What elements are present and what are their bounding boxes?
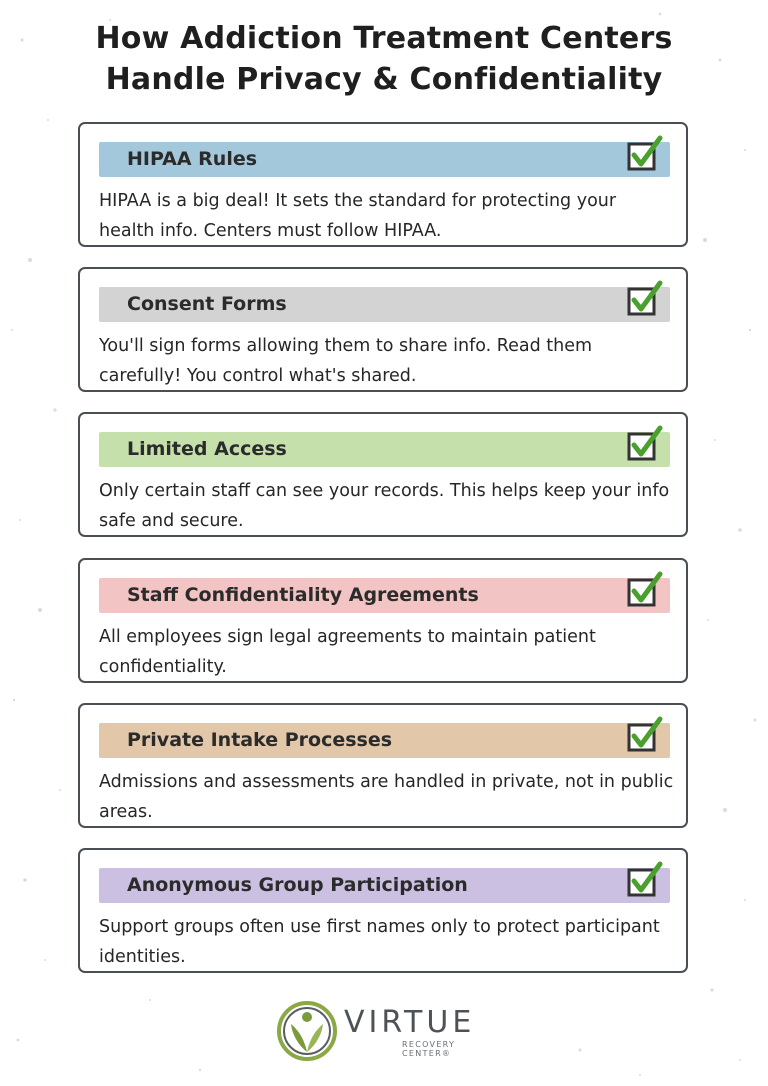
leaf-person-icon xyxy=(276,1000,338,1062)
logo-name: VIRTUE xyxy=(344,1005,476,1040)
card-header xyxy=(99,287,670,322)
card-body: Admissions and assessments are handled in private, not in public areas. xyxy=(99,772,674,822)
card-body: Only certain staff can see your records. This helps keep your info safe and secure. xyxy=(99,481,670,531)
virtue-logo xyxy=(276,1000,496,1064)
checkbox-checked-icon xyxy=(627,715,665,755)
card-header xyxy=(99,868,670,903)
card-body: Support groups often use first names only to protect participant identities. xyxy=(99,917,660,967)
card-header xyxy=(99,723,670,758)
info-card xyxy=(78,703,688,828)
checkbox-checked-icon xyxy=(627,424,665,464)
card-body: All employees sign legal agreements to maintain patient confidentiality. xyxy=(99,627,596,677)
page-title xyxy=(0,18,768,100)
checkbox-checked-icon xyxy=(627,570,665,610)
card-heading: Consent Forms xyxy=(127,293,287,315)
page-title-line-1: How Addiction Treatment Centers xyxy=(95,21,673,56)
card-header xyxy=(99,142,670,177)
card-heading: Private Intake Processes xyxy=(127,729,393,751)
info-card xyxy=(78,412,688,537)
card-header xyxy=(99,578,670,613)
info-card xyxy=(78,122,688,247)
checkbox-checked-icon xyxy=(627,134,665,174)
card-heading: Limited Access xyxy=(127,438,287,460)
card-body: HIPAA is a big deal! It sets the standard for protecting your health info. Centers must follow HIPAA. xyxy=(99,191,617,241)
info-card xyxy=(78,558,688,683)
checkbox-checked-icon xyxy=(627,279,665,319)
card-heading: Anonymous Group Participation xyxy=(127,874,468,896)
card-header xyxy=(99,432,670,467)
info-card xyxy=(78,267,688,392)
card-heading: HIPAA Rules xyxy=(127,148,258,170)
logo-subtitle: RECOVERY CENTER® xyxy=(402,1040,456,1058)
info-card xyxy=(78,848,688,973)
card-heading: Staff Confidentiality Agreements xyxy=(127,584,479,606)
card-body: You'll sign forms allowing them to share info. Read them carefully! You control what's shared. xyxy=(99,336,593,386)
page-title-line-2: Handle Privacy & Confidentiality xyxy=(105,62,663,97)
checkbox-checked-icon xyxy=(627,860,665,900)
